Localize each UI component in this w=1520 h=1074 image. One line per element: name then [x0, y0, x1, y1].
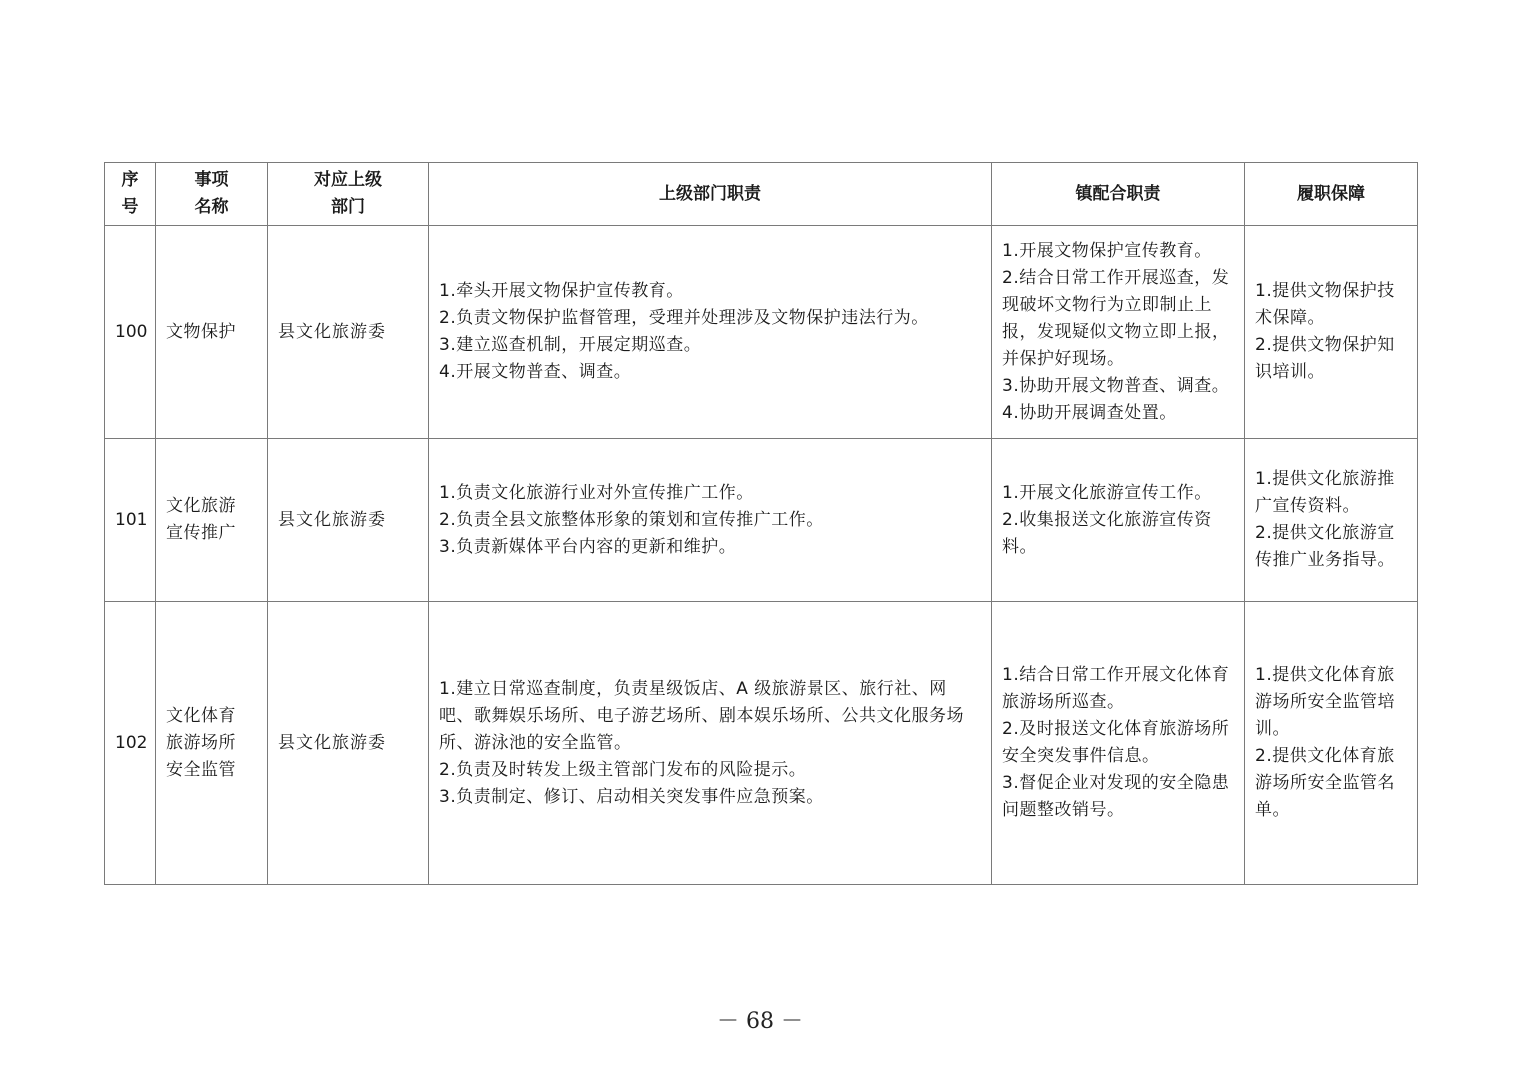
header-town: 镇配合职责: [992, 163, 1245, 226]
row-item-name: 文化旅游 宣传推广: [156, 439, 268, 602]
header-guarantee: 履职保障: [1245, 163, 1418, 226]
header-no: 序 号: [105, 163, 156, 226]
table-row: [105, 226, 1418, 439]
header-upper: 上级部门职责: [429, 163, 992, 226]
row-upper-duties: 1.负责文化旅游行业对外宣传推广工作。 2.负责全县文旅整体形象的策划和宣传推广工作。 3.负责新媒体平台内容的更新和维护。: [429, 439, 992, 602]
row-guarantee: 1.提供文化旅游推广宣传资料。 2.提供文化旅游宣传推广业务指导。: [1245, 439, 1418, 602]
header-dept: 对应上级 部门: [268, 163, 429, 226]
page-number: － 68 －: [717, 1009, 803, 1034]
row-guarantee: 1.提供文物保护技术保障。 2.提供文物保护知识培训。: [1245, 226, 1418, 439]
row-number: 100: [105, 226, 156, 439]
row-item-name: 文化体育 旅游场所 安全监管: [156, 602, 268, 885]
row-town-duties: 1.开展文化旅游宣传工作。 2.收集报送文化旅游宣传资料。: [992, 439, 1245, 602]
header-row: [105, 163, 1418, 226]
row-number: 102: [105, 602, 156, 885]
header-name: 事项 名称: [156, 163, 268, 226]
row-dept: 县文化旅游委: [268, 226, 429, 439]
row-number: 101: [105, 439, 156, 602]
table-row: [105, 439, 1418, 602]
row-dept: 县文化旅游委: [268, 439, 429, 602]
table-row: [105, 602, 1418, 885]
row-upper-duties: 1.建立日常巡查制度，负责星级饭店、A 级旅游景区、旅行社、网吧、歌舞娱乐场所、电子游艺场所、剧本娱乐场所、公共文化服务场所、游泳池的安全监管。 2.负责及时转发上级主管部门发布的风险提示。 3.负责制定、修订、启动相关突发事件应急预案。: [429, 602, 992, 885]
row-town-duties: 1.开展文物保护宣传教育。 2.结合日常工作开展巡查，发现破坏文物行为立即制止上报，发现疑似文物立即上报，并保护好现场。 3.协助开展文物普查、调查。 4.协助开展调查处置。: [992, 226, 1245, 439]
duty-table: [104, 162, 1418, 885]
row-upper-duties: 1.牵头开展文物保护宣传教育。 2.负责文物保护监督管理，受理并处理涉及文物保护违法行为。 3.建立巡查机制，开展定期巡查。 4.开展文物普查、调查。: [429, 226, 992, 439]
row-town-duties: 1.结合日常工作开展文化体育旅游场所巡查。 2.及时报送文化体育旅游场所安全突发事件信息。 3.督促企业对发现的安全隐患问题整改销号。: [992, 602, 1245, 885]
row-dept: 县文化旅游委: [268, 602, 429, 885]
row-item-name: 文物保护: [156, 226, 268, 439]
row-guarantee: 1.提供文化体育旅游场所安全监管培训。 2.提供文化体育旅游场所安全监管名单。: [1245, 602, 1418, 885]
